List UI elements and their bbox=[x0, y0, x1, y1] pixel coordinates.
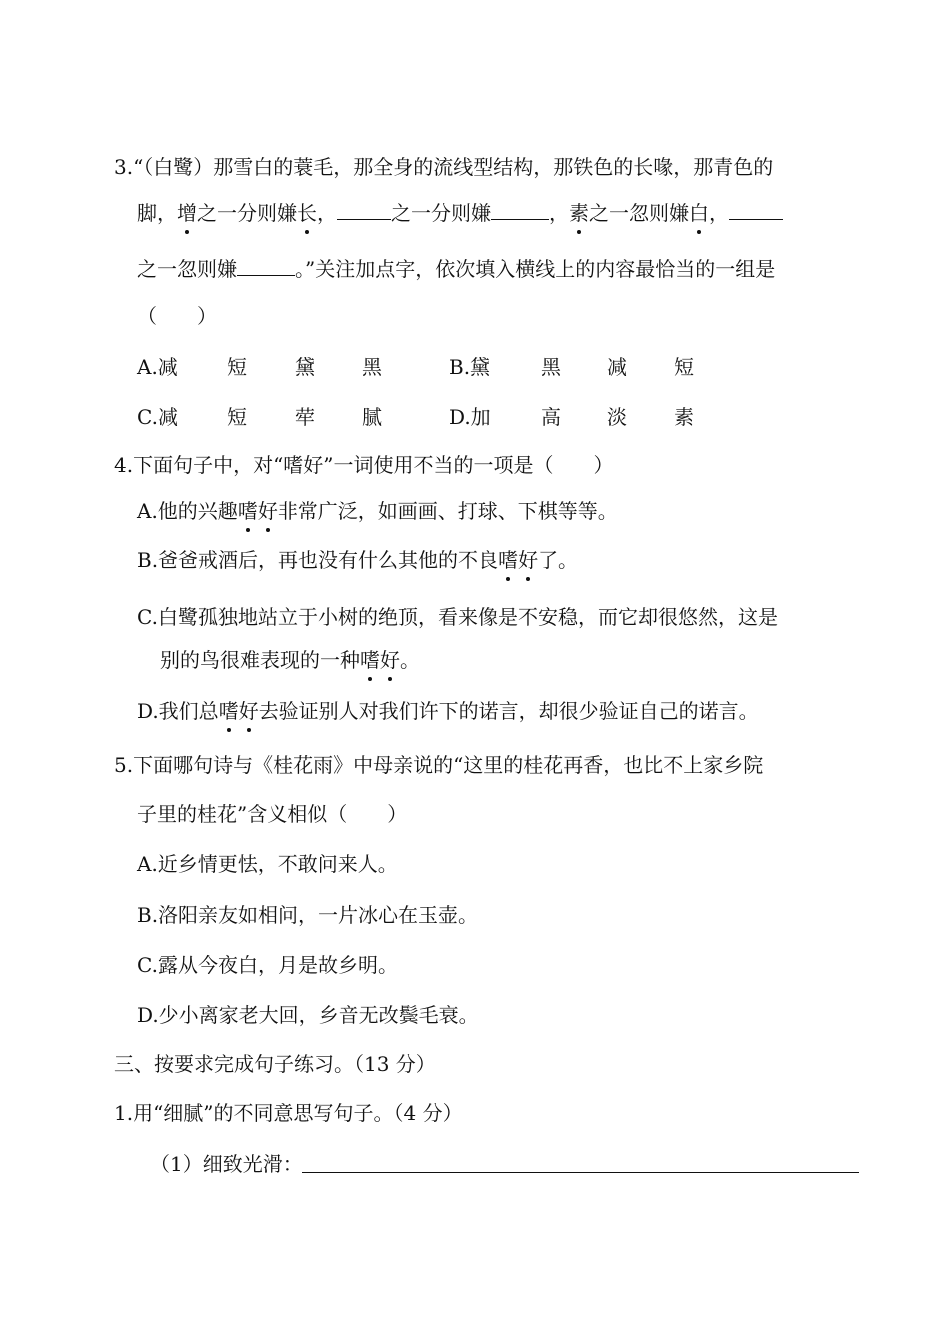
q3-line-2 bbox=[137, 199, 783, 227]
q3-option-b-4: 短 bbox=[674, 355, 694, 379]
q3-l3-text: 之一忽则嫌 bbox=[137, 257, 237, 281]
option-text: 别的鸟很难表现的一种 bbox=[160, 648, 360, 672]
q3-l2-text: 脚， bbox=[137, 201, 177, 225]
dotted-char: 嗜 bbox=[218, 699, 239, 723]
fill-blank[interactable] bbox=[237, 255, 295, 276]
q3-text-1: 3.“（白鹭）那雪白的蓑毛，那全身的流线型结构，那铁色的长喙，那青色的 bbox=[114, 155, 774, 179]
q3-l3-text: 。”关注加点字，依次填入横线上的内容最恰当的一组是 bbox=[295, 257, 776, 281]
q3-option-c-1[interactable]: C.减 bbox=[137, 405, 178, 429]
q5-option-c[interactable]: C.露从今夜白，月是故乡明。 bbox=[137, 953, 398, 977]
q3-option-c-4: 腻 bbox=[362, 405, 382, 429]
dotted-char: 好 bbox=[238, 699, 259, 723]
fill-blank[interactable] bbox=[337, 199, 391, 220]
q5-stem-line-2: 子里的桂花”含义相似（ ） bbox=[137, 802, 408, 826]
q3-option-d-4: 素 bbox=[674, 405, 694, 429]
q4-stem: 4.下面句子中，对“嗜好”一词使用不当的一项是（ ） bbox=[114, 453, 614, 477]
q5-option-b[interactable]: B.洛阳亲友如相问，一片冰心在玉壶。 bbox=[137, 903, 479, 927]
dotted-char: 嗜 bbox=[360, 648, 380, 672]
q3-option-c-2: 短 bbox=[227, 405, 247, 429]
answer-paren: （ ） bbox=[137, 304, 217, 328]
option-text: B.爸爸戒酒后，再也没有什么其他的不良 bbox=[137, 548, 499, 572]
dotted-char: 好 bbox=[518, 548, 539, 572]
fill-blank[interactable] bbox=[729, 199, 783, 220]
q4-option-d[interactable] bbox=[137, 697, 759, 725]
q3-option-d-2: 高 bbox=[541, 405, 561, 429]
q4-option-c-line-1[interactable]: C.白鹭孤独地站立于小树的绝顶，看来像是不安稳，而它却很悠然，这是 bbox=[137, 605, 778, 629]
q3-option-b-2: 黑 bbox=[541, 355, 561, 379]
section-3-sub-1: （1）细致光滑： bbox=[150, 1152, 303, 1176]
q3-l2-text: ， bbox=[317, 201, 337, 225]
dotted-char: 好 bbox=[257, 499, 278, 523]
dotted-char: 好 bbox=[380, 648, 400, 672]
option-text: 。 bbox=[400, 648, 420, 672]
dotted-char: 白 bbox=[689, 201, 709, 225]
dotted-char: 嗜 bbox=[498, 548, 519, 572]
q3-l2-text: 之一分则嫌 bbox=[391, 201, 491, 225]
dotted-char: 长 bbox=[297, 201, 317, 225]
q3-option-b-1[interactable]: B.黛 bbox=[449, 355, 491, 379]
q3-option-a-3: 黛 bbox=[295, 355, 315, 379]
q3-option-a-1[interactable]: A.减 bbox=[137, 355, 178, 379]
q3-l2-text: 之一分则嫌 bbox=[197, 201, 297, 225]
q5-option-d[interactable]: D.少小离家老大回，乡音无改鬓毛衰。 bbox=[137, 1003, 479, 1027]
q4-option-b[interactable] bbox=[137, 546, 578, 574]
q4-option-a[interactable] bbox=[137, 497, 618, 525]
q3-l2-text: ， bbox=[549, 201, 569, 225]
q3-option-a-4: 黑 bbox=[362, 355, 382, 379]
section-3-question-1: 1.用“细腻”的不同意思写句子。（4 分） bbox=[114, 1101, 463, 1125]
q5-option-a[interactable]: A.近乡情更怯，不敢问来人。 bbox=[137, 852, 398, 876]
dotted-char: 素 bbox=[569, 201, 589, 225]
q3-l2-text: ， bbox=[709, 201, 729, 225]
dotted-char: 嗜 bbox=[237, 499, 258, 523]
fill-blank[interactable] bbox=[491, 199, 549, 220]
q3-option-a-2: 短 bbox=[227, 355, 247, 379]
option-text: A.他的兴趣 bbox=[137, 499, 238, 523]
option-text: D.我们总 bbox=[137, 699, 219, 723]
answer-line[interactable] bbox=[302, 1172, 859, 1173]
q3-option-b-3: 减 bbox=[607, 355, 627, 379]
q3-l2-text: 之一忽则嫌 bbox=[589, 201, 689, 225]
q4-option-c-line-2 bbox=[160, 646, 420, 674]
option-text: 了。 bbox=[538, 548, 579, 572]
q3-line-3 bbox=[137, 255, 775, 283]
dotted-char: 增 bbox=[177, 201, 197, 225]
section-3-heading: 三、按要求完成句子练习。（13 分） bbox=[114, 1052, 436, 1076]
q3-line-1 bbox=[114, 153, 773, 181]
q3-answer-paren[interactable] bbox=[137, 302, 217, 330]
q3-option-d-3: 淡 bbox=[607, 405, 627, 429]
q3-option-c-3: 荦 bbox=[295, 405, 315, 429]
q5-stem-line-1: 5.下面哪句诗与《桂花雨》中母亲说的“这里的桂花再香，也比不上家乡院 bbox=[114, 753, 764, 777]
q3-option-d-1[interactable]: D.加 bbox=[449, 405, 491, 429]
option-text: 非常广泛，如画画、打球、下棋等等。 bbox=[277, 499, 618, 523]
option-text: 去验证别人对我们许下的诺言，却很少验证自己的诺言。 bbox=[258, 699, 759, 723]
